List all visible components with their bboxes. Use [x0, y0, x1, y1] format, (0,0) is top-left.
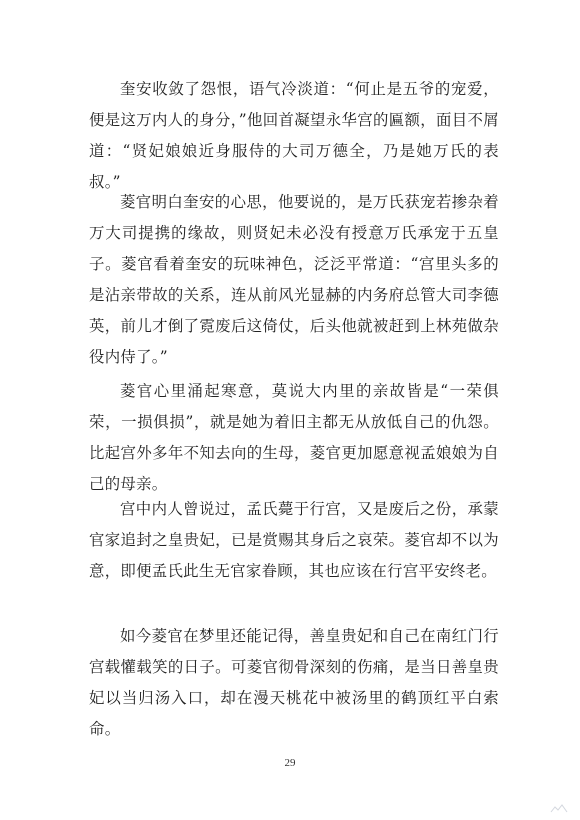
paragraph-1: 奎安收敛了怨恨，语气冷淡道：“何止是五爷的宠爱，便是这万内人的身分，”他回首凝望永华宫的匾额，面目不屑道：“贤妃娘娘近身服侍的大司万德全，乃是她万氏的表叔。” [89, 80, 499, 191]
paragraph-2: 菱官明白奎安的心思，他要说的，是万氏获宠若掺杂着万大司提携的缘故，则贤妃未必没有授意万氏承宠于五皇子。菱官看着奎安的玩味神色，泛泛平常道：“宫里头多的是沾亲带故的关系，连从前风光显赫的内务府总管大司李德英，前儿才倒了霓废后这倚仗，后头他就被赶到上林苑做杂役内侍了。” [89, 193, 499, 366]
paragraph-4: 宫中内人曾说过，孟氏薨于行宫，又是废后之份，承蒙官家追封之皇贵妃，已是赏赐其身后之哀荣。菱官却不以为意，即便孟氏此生无官家眷顾，其也应该在行宫平安终老。 [89, 500, 499, 580]
paragraph-3: 菱官心里涌起寒意，莫说大内里的亲故皆是“一荣俱荣，一损俱损”，就是她为着旧主都无从放低自己的仇怨。比起宫外多年不知去向的生母，菱官更加愿意视孟娘娘为自己的母亲。 [89, 382, 499, 493]
watermark-icon [550, 804, 568, 814]
paragraph-5: 如今菱官在梦里还能记得，善皇贵妃和自己在南红门行宫载懽载笑的日子。可菱官彻骨深刻的伤痛，是当日善皇贵妃以当归汤入口，却在漫天桃花中被汤里的鹤顶红平白索命。 [89, 627, 499, 738]
page-number: 29 [284, 757, 296, 769]
